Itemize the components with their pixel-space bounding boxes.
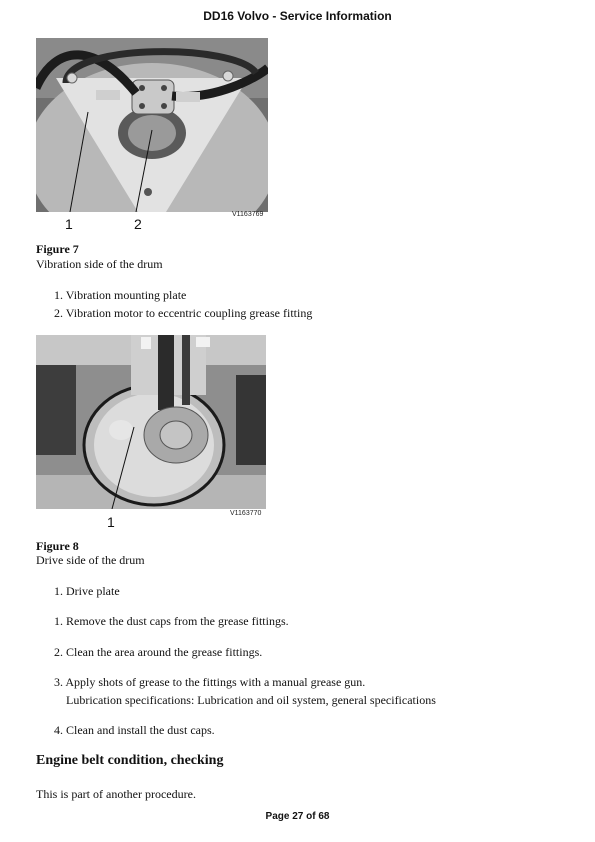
figure-8-title: Figure 8 [36, 539, 79, 553]
step-2: 2. Clean the area around the grease fittings. [54, 645, 263, 659]
figure-7-caption: Vibration side of the drum [36, 257, 163, 271]
figure-8-image [36, 335, 266, 509]
page-header: DD16 Volvo - Service Information [203, 9, 392, 23]
step-3-note: Lubrication specifications: Lubrication and oil system, general specifications [66, 693, 436, 707]
figure-7-item-1: 1. Vibration mounting plate [54, 288, 187, 302]
figure-7-item-2: 2. Vibration motor to eccentric coupling grease fitting [54, 306, 313, 320]
figure-7-code: V1163769 [232, 211, 264, 218]
figure-8-callout-1: 1 [107, 514, 115, 530]
step-3: 3. Apply shots of grease to the fittings with a manual grease gun. [54, 675, 366, 689]
step-4: 4. Clean and install the dust caps. [54, 723, 215, 737]
figure-8-code: V1163770 [230, 510, 262, 517]
figure-7-callout-1: 1 [65, 216, 73, 232]
figure-7-title: Figure 7 [36, 242, 79, 256]
section-heading: Engine belt condition, checking [36, 753, 224, 768]
figure-8-item-1: 1. Drive plate [54, 584, 120, 598]
figure-8-caption: Drive side of the drum [36, 553, 145, 567]
figure-8-photo [36, 335, 266, 509]
figure-7-image [36, 38, 268, 212]
page-footer: Page 27 of 68 [265, 811, 330, 822]
section-intro: This is part of another procedure. [36, 787, 196, 801]
step-1: 1. Remove the dust caps from the grease fittings. [54, 614, 289, 628]
figure-7-photo [36, 38, 268, 212]
figure-7-callout-2: 2 [134, 216, 142, 232]
